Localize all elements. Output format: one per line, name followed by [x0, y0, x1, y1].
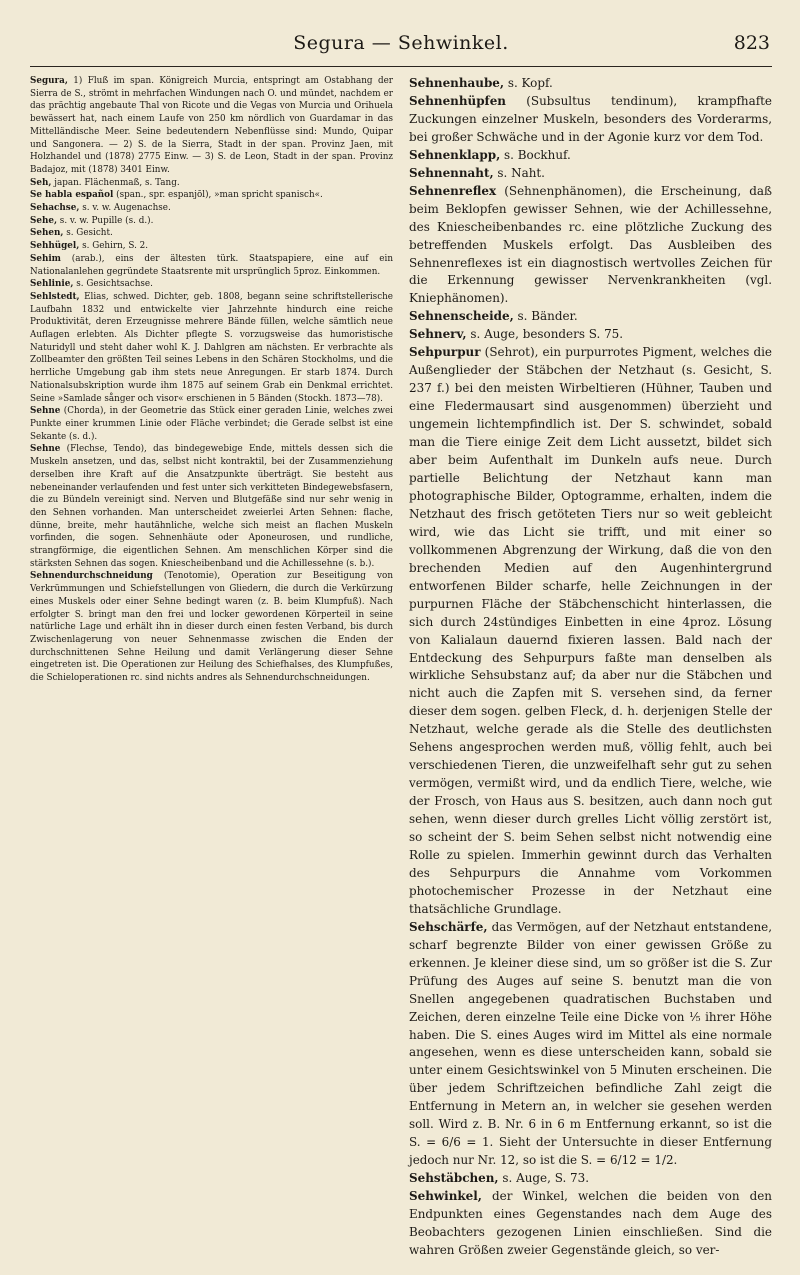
entry-text: (Subsultus tendinum), krampfhafte Zuckungen einzelner Muskeln, besonders des Vorderarms, bei großer Schwäche und in der Agonie kurz vor dem Tod. [409, 93, 772, 144]
right-column [409, 75, 772, 1260]
entry-text: 1) Fluß im span. Königreich Murcia, entspringt am Ostabhang der Sierra de S., strömt in mehrfachen Windungen nach O. und mündet, nachdem er das prächtig angebaute Thal von Ricote und die Vegas von Murcia und Orihuela bewässert hat, nach einem Laufe von 250 km nördlich von Guardamar in das Mittelländische Meer. Seine bedeutendern Nebenflüsse sind: Mundo, Quipar und Sangonera. — 2) S. de la Sierra, Stadt in der span. Provinz Jaen, mit Holzhandel und (1878) 2775 Einw. — 3) S. de Leon, Stadt in der span. Provinz Badajoz, mit (1878) 3401 Einw. [30, 76, 393, 175]
dictionary-entry [409, 308, 772, 326]
header-rule [30, 66, 772, 67]
entry-headword: Sehhügel, [30, 241, 80, 252]
entry-text: s. Naht. [493, 165, 545, 180]
dictionary-entry [30, 75, 393, 177]
entry-text: (Flechse, Tendo), das bindegewebige Ende, mittels dessen sich die Muskeln ansetzen, und das, selbst nicht kontraktil, bei der Zusammenziehung derselben ihre Kraft auf die Ansatzpunkte überträgt. Sie besteht aus nebeneinander verlaufenden und fest unter sich verkitteten Bindegewebsfasern, die zu Bündeln vereinigt sind. Nerven und Blutgefäße sind nur sehr wenig in den Sehnen vorhanden. Man unterscheidet zweierlei Arten Sehnen: flache, dünne, breite, mehr hautähnliche, welche sich meist an flachen Muskeln vorfinden, die sogen. Sehnenhäute oder Aponeurosen, und rundliche, strangförmige, die eigentlichen Sehnen. Am menschlichen Körper sind die stärksten Sehnen das sogen. Kniescheibenband und die Achillessehne (s. b.). [30, 444, 393, 569]
entry-headword: Sehpurpur [409, 345, 481, 360]
dictionary-entry [409, 93, 772, 147]
entry-headword: Sehstäbchen, [409, 1171, 499, 1186]
entry-text: s. Gesicht. [63, 228, 113, 239]
entry-headword: Sehim [30, 253, 61, 264]
dictionary-entry [30, 405, 393, 443]
entry-headword: Sehnenklapp, [409, 147, 501, 162]
dictionary-entry [409, 344, 772, 919]
entry-text: s. Auge, besonders S. 75. [466, 327, 624, 342]
entry-headword: Sehwinkel, [409, 1189, 482, 1204]
dictionary-entry [30, 240, 393, 253]
entry-text: s. Gehirn, S. 2. [79, 241, 149, 252]
running-title: Segura — Sehwinkel. [293, 32, 509, 54]
entry-text: s. Auge, S. 73. [498, 1171, 590, 1186]
dictionary-entry [409, 147, 772, 165]
entry-text: (arab.), eins der ältesten türk. Staatspapiere, eine auf ein Nationalanlehen gegründete Staatsrente mit ursprünglich 5proz. Einkommen. [30, 253, 393, 277]
dictionary-entry [409, 326, 772, 344]
entry-headword: Sehlinie, [30, 279, 74, 290]
entry-text: der Winkel, welchen die beiden von den Endpunkten eines Gegenstandes nach dem Auge des Beobachters gezogenen Linien einschließen. Sind die wahren Größen zweier Gegenstände gleich, so ver- [409, 1189, 772, 1257]
entry-headword: Sehnennaht, [409, 165, 494, 180]
entry-headword: Segura, [30, 76, 68, 86]
entry-text: (span., spr. espanjōl), »man spricht spanisch«. [113, 190, 323, 201]
entry-headword: Sehen, [30, 228, 64, 239]
entry-headword: Sehe, [30, 215, 58, 226]
entry-text: s. v. w. Augenachse. [79, 203, 171, 214]
entry-text: (Sehnenphänomen), die Erscheinung, daß beim Beklopfen gewisser Sehnen, wie der Achillessehne, des Kniescheibenbandes rc. eine plötzliche Zuckung des betreffenden Muskels erfolgt. Das Ausbleiben des Sehnenreflexes ist ein diagnostisch wertvolles Zeichen für die Erkennung gewisser Nervenkrankheiten (vgl. Kniephänomen). [409, 183, 772, 306]
entry-text: das Vermögen, auf der Netzhaut entstandene, scharf begrenzte Bilder von einer gewissen Größe zu erkennen. Je kleiner diese sind, um so größer ist die S. Zur Prüfung des Auges auf seine S. benutzt man die von Snellen angegebenen quadratischen Buchstaben und Zeichen, deren einzelne Teile eine Dicke von ⅕ ihrer Höhe haben. Die S. eines Auges wird im Mittel als eine normale angesehen, wenn es diese unterscheiden kann, sobald sie unter einem Gesichtswinkel von 5 Minuten erscheinen. Die über jedem Schriftzeichen befindliche Zahl zeigt die Entfernung in Metern an, in welcher sie gesehen werden soll. Wird z. B. Nr. 6 in 6 m Entfernung erkannt, so ist die S. = 6/6 = 1. Sieht der Untersuchte in dieser Entfernung jedoch nur Nr. 12, so ist die S. = 6/12 = 1/2. [409, 919, 772, 1168]
entry-text: japan. Flächenmaß, s. Tang. [51, 177, 180, 188]
entry-headword: Seh, [30, 177, 52, 188]
entry-text: s. Bockhuf. [500, 147, 571, 162]
dictionary-entry [30, 278, 393, 291]
entry-headword: Sehnenreflex [409, 183, 497, 198]
entry-text: s. v. w. Pupille (s. d.). [57, 215, 154, 226]
entry-text: Elias, schwed. Dichter, geb. 1808, begann seine schriftstellerische Laufbahn 1832 und entwickelte vier Jahrzehnte hindurch eine reiche Produktivität, deren Erzeugnisse mehrere Bände füllen, welche sämtlich neue Auflagen erlebten. Als Dichter pflegte S. vorzugsweise das humoristische Naturidyll und steht daher wohl K. J. Dahlgren am nächsten. Er verbrachte als Zollbeamter den größten Teil seines Lebens in den Schären Stockholms, und die herrliche Umgebung gab ihm stets neue Anregungen. Er starb 1874. Durch Nationalsubskription wurde ihm 1875 auf seinem Grab ein Denkmal errichtet. Seine »Samlade sånger och visor« erschienen in 5 Bänden (Stockh. 1873—78). [30, 291, 393, 404]
dictionary-entry [409, 165, 772, 183]
page-number: 823 [733, 32, 770, 54]
entry-headword: Sehlstedt, [30, 291, 80, 302]
dictionary-entry [30, 202, 393, 215]
dictionary-entry [30, 570, 393, 684]
entry-headword: Sehnerv, [409, 327, 467, 342]
dictionary-entry [30, 443, 393, 570]
entry-text: s. Bänder. [513, 309, 578, 324]
entry-headword: Sehschärfe, [409, 919, 488, 934]
entry-headword: Sehnenhüpfen [409, 93, 506, 108]
entry-headword: Sehnenscheide, [409, 309, 514, 324]
dictionary-entry [30, 253, 393, 278]
text-columns [30, 75, 772, 1260]
entry-text: (Tenotomie), Operation zur Beseitigung von Verkrümmungen und Schiefstellungen von Gliedern, die durch die Verkürzung eines Muskels oder einer Sehne bedingt waren (z. B. beim Klumpfuß). Nach erfolgter S. bringt man den frei und locker gewordenen Körperteil in seine natürliche Lage und erhält ihn in dieser durch einen festen Verband, bis durch Zwischenlagerung von neuer Sehnenmasse zwischen die Enden der durchschnittenen Sehne Heilung und damit Verlängerung dieser Sehne eingetreten ist. Die Operationen zur Heilung des Schiefhalses, des Klumpfußes, die Schieloperationen rc. sind nichts andres als Sehnendurchschneidungen. [30, 571, 393, 684]
dictionary-entry [30, 189, 393, 202]
dictionary-entry [409, 1188, 772, 1260]
entry-headword: Sehne [30, 444, 61, 455]
left-column [30, 75, 393, 1260]
dictionary-entry [30, 291, 393, 405]
entry-text: s. Kopf. [504, 76, 553, 90]
entry-headword: Sehachse, [30, 203, 80, 214]
dictionary-entry [409, 75, 772, 93]
dictionary-entry [409, 919, 772, 1170]
dictionary-entry [30, 227, 393, 240]
entry-text: (Sehrot), ein purpurrotes Pigment, welches die Außenglieder der Stäbchen der Netzhaut (s. Gesicht, S. 237 f.) bei den meisten Wirbeltieren (Hühner, Tauben und eine Fledermausart sind ausgenommen) überzieht und ungemein lichtempfindlich ist. Der S. schwindet, sobald man die Tiere einige Zeit dem Licht aussetzt, bildet sich aber beim Aufenthalt im Dunkeln aufs neue. Durch partielle Belichtung der Netzhaut kann man photographische Bilder, Optogramme, erhalten, indem die Netzhaut des frisch getöteten Tiers nur so weit gebleicht wird, wie das Licht sie trifft, und mit einer so vollkommenen Abgrenzung der Wirkung, daß die von den brechenden Medien auf den Augenhintergrund entworfenen Bilder scharfe, helle Zeichnungen in der purpurnen Fläche der Stäbchenschicht hinterlassen, die sich durch 24stündiges Einbetten in eine 4proz. Lösung von Kalialaun dauernd fixieren lassen. Bald nach der Entdeckung des Sehpurpurs faßte man denselben als wirkliche Sehsubstanz auf; da aber nur die Stäbchen und nicht auch die Zapfen mit S. versehen sind, da ferner dieser dem sogen. gelben Fleck, d. h. derjenigen Stelle der Netzhaut, welche gerade als die Stelle des deutlichsten Sehens angesprochen werden muß, völlig fehlt, auch bei verschiedenen Tieren, die unzweifelhaft sehr gut zu sehen vermögen, vermißt wird, und da endlich Tiere, welche, wie der Frosch, von Haus aus S. besitzen, auch dann noch gut sehen, wenn dieser durch grelles Licht völlig zerstört ist, so scheint der S. beim Sehen selbst nicht notwendig eine Rolle zu spielen. Immerhin gewinnt durch das Verhalten des Sehpurpurs die Annahme vom Vorkommen photochemischer Prozesse in der Netzhaut eine thatsächliche Grundlage. [409, 345, 772, 916]
dictionary-entry [409, 1170, 772, 1188]
entry-headword: Sehnenhaube, [409, 76, 505, 90]
page-header [30, 30, 772, 62]
entry-text: s. Gesichtsachse. [73, 279, 153, 290]
dictionary-entry [30, 177, 393, 190]
entry-text: (Chorda), in der Geometrie das Stück einer geraden Linie, welches zwei Punkte einer krummen Linie oder Fläche verbindet; die Gerade selbst ist eine Sekante (s. d.). [30, 406, 393, 442]
entry-headword: Sehne [30, 406, 61, 417]
dictionary-entry [30, 215, 393, 228]
entry-headword: Sehnendurchschneidung [30, 571, 153, 582]
entry-headword: Se habla español [30, 190, 114, 201]
dictionary-entry [409, 183, 772, 309]
